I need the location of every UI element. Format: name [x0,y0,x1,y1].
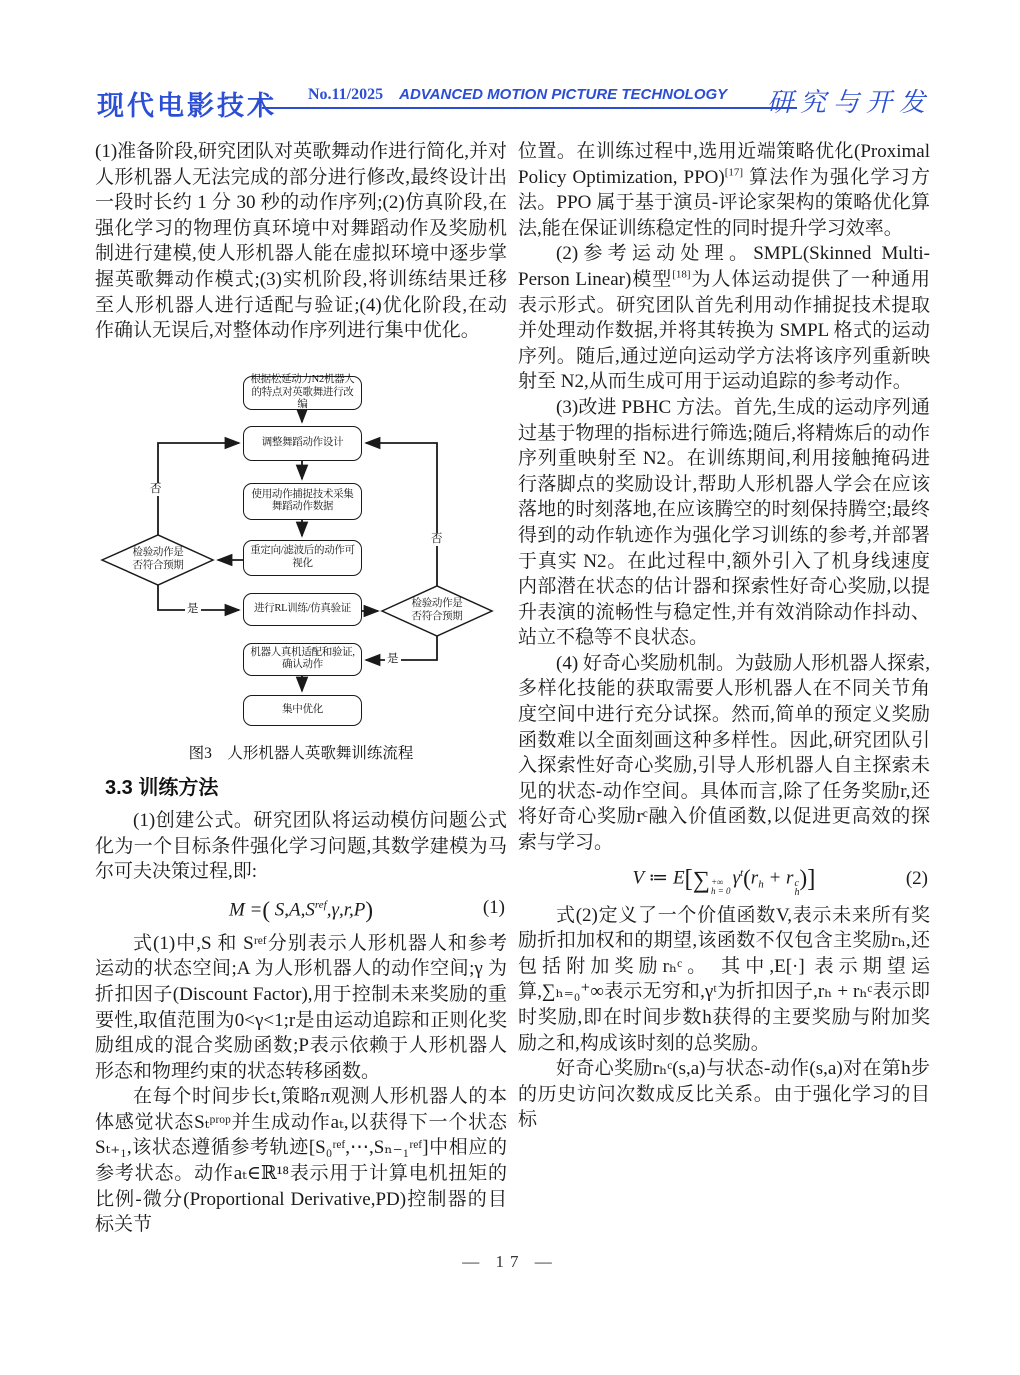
left-column [95,139,507,1238]
formula-1 [95,890,507,926]
formula-2-rparen: ) [799,864,808,890]
flow-node-adapt: 根据松延动力N2机器人的特点对英歌舞进行改编 [243,376,362,410]
flow-node-adjust: 调整舞蹈动作设计 [243,426,362,461]
gamma-exponent: t [740,866,744,879]
formula-2 [518,861,930,898]
formula-2-number: (2) [905,868,928,890]
formula-2-lbracket: [ [684,864,693,892]
flow-node-capture: 使用动作捕捉技术采集舞蹈动作数据 [243,483,362,520]
formula-1-number: (1) [482,896,505,918]
flow-node-train: 进行RL训练/仿真验证 [243,593,362,626]
paragraph-text: 为人体运动提供了一种通用表示形式。研究团队首先利用动作捕捉技术提取并处理动作数据,并将其转换为 SMPL 格式的运动序列。随后,通过逆向运动学方法将该序列重新映射至 N2,从而生成可用于运动追踪的参考动作。 [518,268,930,393]
paragraph: 式(2)定义了一个价值函数V,表示未来所有奖励折扣加权和的期望,该函数不仅包含主奖励rₕ,还包括附加奖励rₕᶜ。 其中,E[·] 表示期望运算,∑ₕ₌₀⁺∞表示无穷和,γᵗ为折扣因子,rₕ + rₕᶜ表示即时奖励,即在时间步数h获得的主要奖励与附加奖励之和,构成该时刻的总奖励。 [518,904,930,1054]
curiosity-reward-term: r [786,866,794,888]
formula-1-lhs: M = [228,899,263,921]
formula-1-post: ,γ,r,P [326,899,366,921]
flow-decision-right: 检验动作是否符合预期 [411,598,463,622]
formula-1-sup: ref [314,898,327,911]
paragraph-text: 位置。在训练过程中,选用近端策略优化(Proximal Policy Optimization, PPO) [518,141,930,188]
plus-sign: + [763,866,787,888]
flow-node-deploy: 机器人真机适配和验证,确认动作 [243,643,362,676]
flow-decision-left: 检验动作是否符合预期 [132,547,184,571]
flow-node-visualize: 重定向/滤波后的动作可视化 [243,540,362,576]
sum-lower-limit: h = 0 [710,885,731,896]
reward-term: r [750,866,759,888]
issue-number: No.11/2025 [308,86,384,103]
flow-label-no-left: 否 [150,482,162,495]
citation-18: [18] [672,268,691,281]
journal-title-cn: 现代电影技术 [97,91,277,121]
formula-2-lhs: V ≔ E [632,866,685,888]
section-name: 研究与开发 [766,88,932,118]
formula-1-body: S,A,S [270,899,315,921]
paragraph [518,139,930,241]
header-rule [262,107,797,109]
paragraph-text: (2)参考运动处理。SMPL(Skinned Multi-Person Linear)模型 [518,243,930,290]
journal-title-en: ADVANCED MOTION PICTURE TECHNOLOGY [399,86,728,103]
page-number: — 17 — [462,1252,558,1271]
flow-node-optimize: 集中优化 [243,695,362,726]
flow-label-no-right: 否 [431,532,443,545]
curiosity-reward-sup: c [794,877,799,889]
formula-1-lparen: ( [262,897,271,923]
paragraph: (3)改进 PBHC 方法。首先,生成的运动序列通过基于物理的指标进行筛选;随后,将精炼后的动作序列重映射至 N2。在训练期间,利用接触掩码进行落脚点的奖励设计,帮助人形机器人学会在应该落地的时刻落地,在应该腾空的时刻保持腾空;最终得到的动作轨迹作为强化学习训练的参考,并部署于真实 N2。在此过程中,额外引入了机身线速度内部潜在状态的估计器和探索性好奇心奖励,以提升表演的流畅性与稳定性,并有效消除动作抖动、站立不稳等不良状态。 [518,396,930,649]
flow-label-yes-right: 是 [387,652,399,665]
section-heading-3-3: 3.3 训练方法 [105,777,219,800]
reward-term-sub: h [758,877,764,890]
paragraph: (1)准备阶段,研究团队对英歌舞动作进行简化,并对人形机器人无法完成的部分进行修改,最终设计出一段时长约 1 分 30 秒的动作序列;(2)仿真阶段,在强化学习的物理仿真环境中对舞蹈动作及奖励机制进行建模,使人形机器人能在虚拟环境中逐步掌握英歌舞动作模式;(3)实机阶段,将训练结果迁移至人形机器人进行适配与验证;(4)优化阶段,在动作确认无误后,对整体动作序列进行集中优化。 [95,141,507,342]
flow-label-yes-left: 是 [187,602,199,615]
paragraph: 式(1)中,S 和 Sʳᵉᶠ分别表示人形机器人和参考运动的状态空间;A 为人形机器人的动作空间;γ 为折扣因子(Discount Factor),用于控制未来奖励的重要性,取值范围为0<γ<1;r是由运动追踪和正则化奖励组成的混合奖励函数;P表示依赖于人形机器人形态和物理约束的状态转移函数。 [95,932,507,1082]
sum-symbol: ∑ [692,866,710,893]
citation-17: [17] [724,166,744,179]
paragraph: 好奇心奖励rₕᶜ(s,a)与状态-动作(s,a)对在第h步的历史访问次数成反比关系。由于强化学习的目标 [518,1058,930,1131]
right-column [518,139,930,1133]
paragraph-text: 算法作为强化学习方法。PPO 属于基于演员-评论家架构的策略优化算法,能在保证训练稳定性的同时提升学习效率。 [518,166,930,239]
formula-2-lparen: ( [743,864,751,890]
formula-2-rbracket: ] [807,864,816,892]
figure-flowchart [95,371,507,728]
paragraph: 在每个时间步长t,策略π观测人形机器人的本体感觉状态Sₜᵖʳᵒᵖ并生成动作aₜ,以获得下一个状态Sₜ₊₁,该状态遵循参考轨迹[S₀ʳᵉᶠ,⋯,Sₙ₋₁ʳᵉᶠ]中相应的参考状态。动作aₜ∈ℝ¹⁸表示用于计算电机扭矩的比例-微分(Proportional Derivative,PD)控制器的目标关节 [95,1086,507,1236]
paragraph [518,241,930,395]
sum-upper-limit: +∞ [710,876,724,887]
paragraph: (1)创建公式。研究团队将运动模仿问题公式化为一个目标条件强化学习问题,其数学建模为马尔可夫决策过程,即: [95,809,507,883]
gamma: γ [732,866,741,888]
curiosity-reward-sub: h [794,886,800,898]
formula-1-rparen: ) [365,897,374,923]
paragraph: (4) 好奇心奖励机制。为鼓励人形机器人探索,多样化技能的获取需要人形机器人在不同关节角度空间中进行充分试探。然而,简单的预定义奖励函数难以全面刻画这种多样性。因此,研究团队引入探索性好奇心奖励,引导人形机器人自主探索未见的状态-动作空间。具体而言,除了任务奖励r,还将好奇心奖励rᶜ融入价值函数,以促进更高效的探索与学习。 [518,652,930,854]
header-middle [308,86,727,104]
figure-caption: 图3 人形机器人英歌舞训练流程 [188,744,414,762]
